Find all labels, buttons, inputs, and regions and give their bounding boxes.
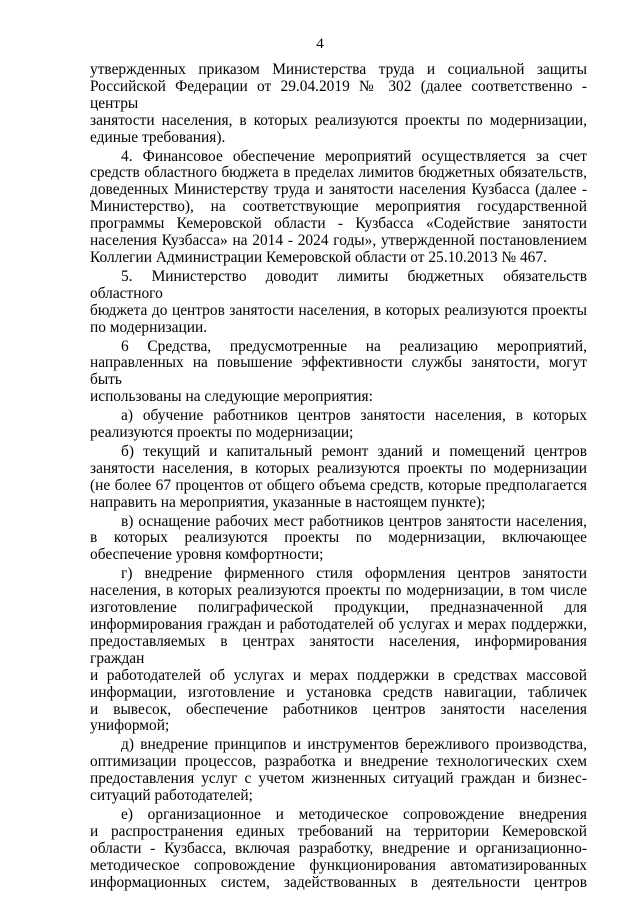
text-line: занятости населения, в которых реализуются проекты по модернизации, [90, 111, 587, 129]
text-line: занятости населения, в которых реализуются проекты по модернизации [90, 459, 587, 477]
text-line: Коллегии Администрации Кемеровской области от 25.10.2013 № 467. [90, 248, 547, 266]
text-line: изготовление полиграфической продукции, предназначенной для [90, 599, 587, 617]
text-line: информирования граждан и работодателей об услугах и мерах поддержки, [90, 616, 587, 633]
text-line: по модернизации. [90, 318, 208, 336]
text-line: средств областного бюджета в пределах лимитов бюджетных обязательств, [90, 164, 587, 182]
text-line: предоставляемых в центрах занятости населения, информирования граждан [90, 632, 587, 667]
page-number: 4 [316, 36, 324, 52]
text-line: направить на мероприятия, указанные в настоящем пункте); [90, 493, 486, 511]
item-v-line: в) оснащение рабочих мест работников центров занятости населения, [121, 512, 587, 530]
text-line: утвержденных приказом Министерства труда и социальной защиты [90, 61, 587, 78]
text-line: направленных на повышение эффективности службы занятости, могут быть [90, 354, 587, 389]
paragraph-4-line: 4. Финансовое обеспечение мероприятий осуществляется за счет [121, 147, 587, 165]
text-line: предоставления услуг с учетом жизненных ситуаций граждан и бизнес- [90, 770, 587, 788]
item-d-line: д) внедрение принципов и инструментов бережливого производства, [121, 736, 587, 754]
item-g-line: г) внедрение фирменного стиля оформления центров занятости [121, 565, 587, 583]
text-line: населения, в которых реализуются проекты по модернизации, в том числе [90, 582, 587, 600]
item-e-line: е) организационное и методическое сопровождение внедрения [121, 805, 587, 823]
text-line: ситуаций работодателей; [90, 787, 253, 805]
text-line: бюджета до центров занятости населения, в которых реализуются проекты [90, 301, 587, 319]
text-line: населения Кузбасса» на 2014 - 2024 годы», утвержденной постановлением [90, 232, 587, 250]
text-line: программы Кемеровской области - Кузбасса «Содействие занятости [90, 215, 587, 233]
item-b-line: б) текущий и капитальный ремонт зданий и помещений центров [121, 442, 587, 460]
text-line: единые требования). [90, 128, 226, 146]
text-line: использованы на следующие мероприятия: [90, 388, 373, 406]
text-line: и работодателей об услугах и мерах поддержки в средствах массовой [90, 666, 587, 684]
item-a-line: а) обучение работников центров занятости населения, в которых [121, 407, 587, 425]
text-line: и вывесок, обеспечение работников центров занятости населения [90, 700, 587, 718]
text-line: методическое сопровождение функционирования автоматизированных [90, 856, 587, 874]
text-line: Министерство), на соответствующие мероприятия государственной [90, 198, 587, 216]
text-line: доведенных Министерству труда и занятости населения Кузбасса (далее - [90, 181, 587, 199]
text-line: информации, изготовление и установка средств навигации, табличек [90, 683, 587, 701]
text-line: Российской Федерации от 29.04.2019 № 302 (далее соответственно - центры [90, 77, 587, 112]
text-line: обеспечение уровня комфортности; [90, 546, 324, 564]
text-line: информационных систем, задействованных в деятельности центров [90, 873, 587, 891]
text-line: (не более 67 процентов от общего объема средств, которые предполагается [90, 476, 587, 494]
text-line: области - Кузбасса, включая разработку, внедрение и организационно- [90, 839, 587, 857]
text-line: и распространения единых требований на территории Кемеровской [90, 822, 587, 840]
text-line: в которых реализуются проекты по модернизации, включающее [90, 529, 587, 547]
text-line: униформой; [90, 717, 170, 735]
paragraph-5-line: 5. Министерство доводит лимиты бюджетных обязательств областного [90, 267, 587, 302]
paragraph-6-line: 6 Средства, предусмотренные на реализацию мероприятий, [121, 337, 587, 355]
text-line: оптимизации процессов, разработка и внедрение технологических схем [90, 753, 587, 771]
text-line: реализуются проекты по модернизации; [90, 424, 354, 442]
document-body [90, 62, 587, 892]
